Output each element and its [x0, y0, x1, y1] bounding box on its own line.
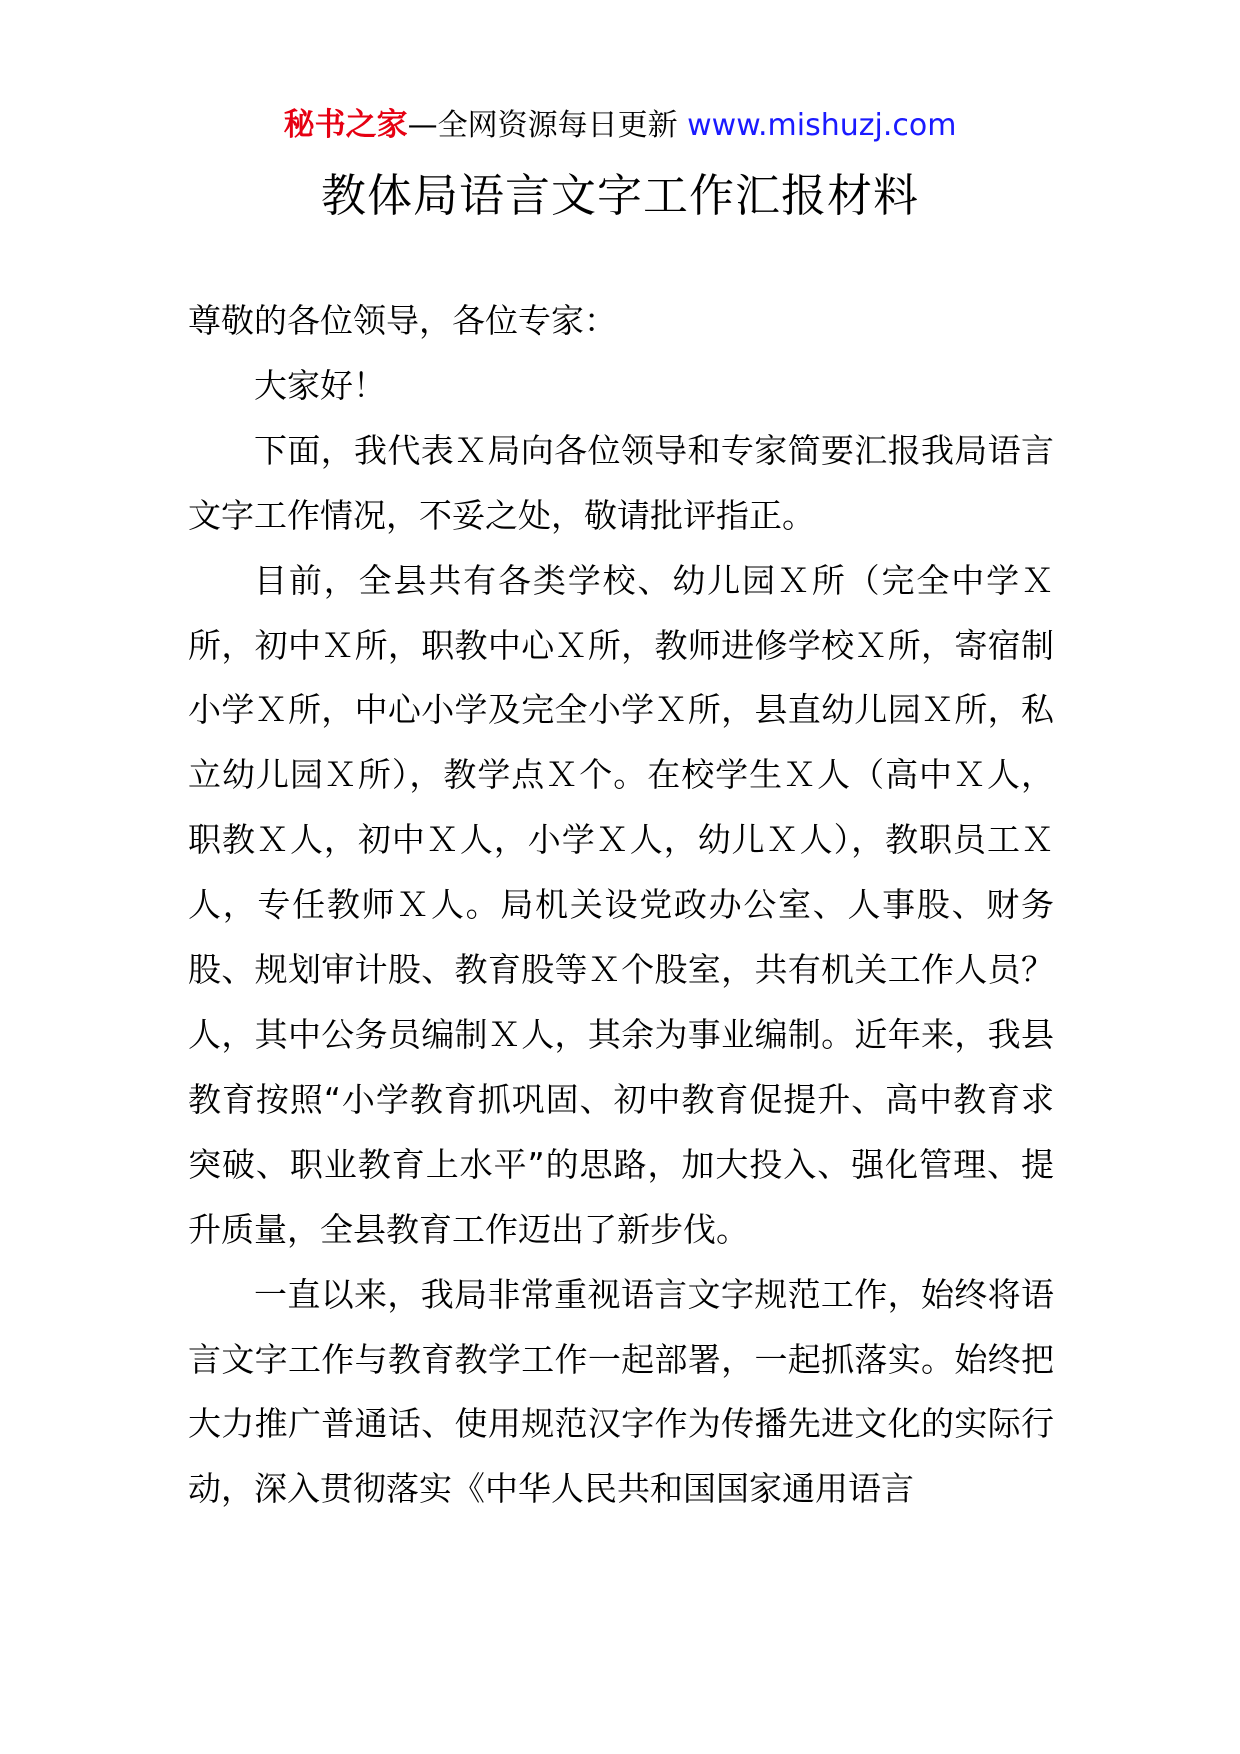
paragraph-greeting: 大家好！: [254, 365, 386, 405]
paragraph-intro: 下面，我代表Ｘ局向各位领导和专家简要汇报我局语言文字工作情况，不妥之处，敬请批评指正。: [188, 430, 1054, 535]
paragraph-overview: 目前，全县共有各类学校、幼儿园Ｘ所（完全中学Ｘ所，初中Ｘ所，职教中心Ｘ所，教师进修学校Ｘ所，寄宿制小学Ｘ所，中心小学及完全小学Ｘ所，县直幼儿园Ｘ所，私立幼儿园Ｘ所），教学点Ｘ个。在校学生Ｘ人（高中Ｘ人，职教Ｘ人，初中Ｘ人，小学Ｘ人，幼儿Ｘ人），教职员工Ｘ人，专任教师Ｘ人。局机关设党政办公室、人事股、财务股、规划审计股、教育股等Ｘ个股室，共有机关工作人员？人，其中公务员编制Ｘ人，其余为事业编制。近年来，我县教育按照“小学教育抓巩固、初中教育促提升、高中教育求突破、职业教育上水平”的思路，加大投入、强化管理、提升质量，全县教育工作迈出了新步伐。: [188, 560, 1054, 1249]
page-header: [0, 102, 1240, 149]
website-link[interactable]: www.mishuzj.com: [687, 108, 957, 143]
salutation: 尊敬的各位领导，各位专家：: [188, 301, 617, 340]
document-body: [188, 289, 1054, 1522]
header-tagline: —全网资源每日更新: [407, 108, 688, 143]
paragraph-language-work: 一直以来，我局非常重视语言文字规范工作，始终将语言文字工作与教育教学工作一起部署，一起抓落实。始终把大力推广普通话、使用规范汉字作为传播先进文化的实际行动，深入贯彻落实《中华人民共和国国家通用语言: [188, 1274, 1054, 1509]
brand-name: 秘书之家: [283, 107, 408, 143]
document-title: 教体局语言文字工作汇报材料: [320, 169, 919, 222]
